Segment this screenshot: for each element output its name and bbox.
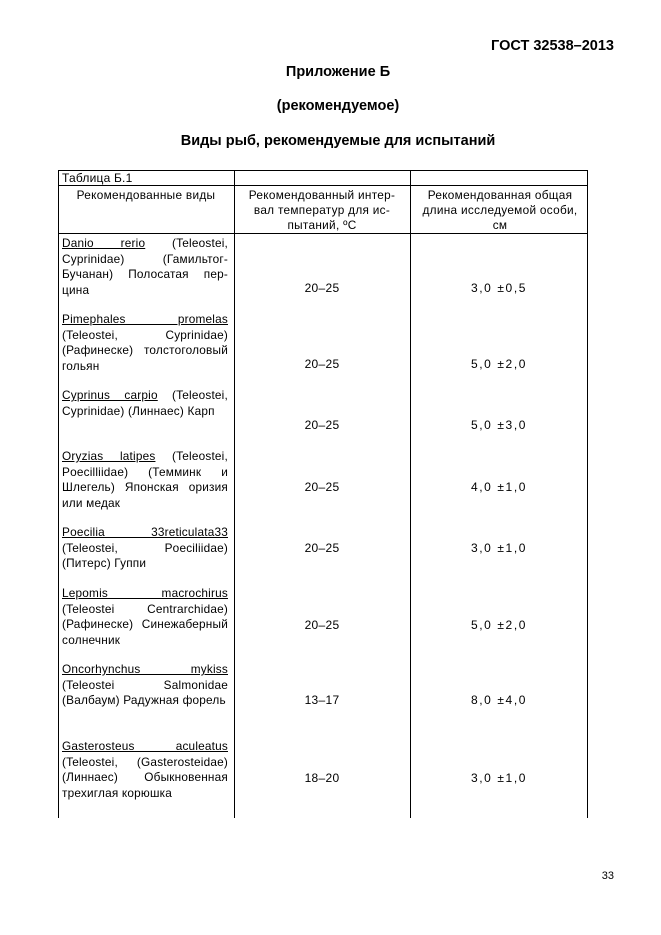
table-row-length: 5,0 ±2,0 — [470, 618, 528, 632]
table-row-temperature: 20–25 — [304, 418, 340, 432]
column-divider-1 — [234, 170, 235, 818]
table-row-temperature: 13–17 — [304, 693, 340, 707]
species-description: (Teleostei, Poecilliidae) (Темминк и Шлегель) Японская оризия или медак — [62, 449, 228, 510]
table-row-length: 8,0 ±4,0 — [470, 693, 528, 707]
species-latin-name: Danio rerio — [62, 236, 146, 250]
table-row-species — [62, 449, 228, 511]
species-description: (Teleostei, Cyprinidae) (Линнаес) Карп — [62, 388, 228, 418]
table-row-length: 3,0 ±1,0 — [470, 771, 528, 785]
species-latin-name: Pimephales promelas — [62, 312, 228, 326]
table-left-border — [58, 170, 59, 818]
species-latin-name: Oryzias latipes — [62, 449, 156, 463]
table-row-species — [62, 662, 228, 709]
fish-species-table — [58, 170, 588, 818]
species-description: (Teleostei Centrarchidae) (Рафинеске) Синежаберный солнечник — [62, 601, 228, 647]
standard-code: ГОСТ 32538–2013 — [491, 38, 614, 54]
table-row-temperature: 20–25 — [304, 618, 340, 632]
table-row-temperature: 20–25 — [304, 281, 340, 295]
table-right-border — [587, 170, 588, 818]
table-caption: Таблица Б.1 — [62, 171, 133, 185]
table-row-length: 5,0 ±3,0 — [470, 418, 528, 432]
column-header-temperature: Рекомендованный интер-вал температур для ис-пытаний, ºС — [248, 188, 396, 232]
column-header-length: Рекомендованная общая длина исследуемой особи, см — [422, 188, 578, 232]
table-row-temperature: 20–25 — [304, 541, 340, 555]
species-latin-name: Poecilia 33reticulata33 — [62, 525, 228, 539]
section-title: Виды рыб, рекомендуемые для испытаний — [180, 133, 496, 149]
table-row-species — [62, 312, 228, 374]
caption-divider — [58, 185, 588, 186]
species-description: (Teleostei, (Gasterosteidae) (Линнаес) Обыкновенная трехиглая корюшка — [62, 754, 228, 800]
species-latin-name: Lepomis macrochirus — [62, 586, 228, 600]
table-top-border — [58, 170, 588, 171]
table-row-length: 3,0 ±0,5 — [470, 281, 528, 295]
column-header-species: Рекомендованные виды — [76, 188, 216, 202]
species-description: (Teleostei, Poeciliidae) (Питерс) Гуппи — [62, 540, 228, 571]
table-row-temperature: 18–20 — [304, 771, 340, 785]
table-row-temperature: 20–25 — [304, 357, 340, 371]
species-description: (Teleostei Salmonidae (Валбаум) Радужная форель — [62, 677, 228, 708]
header-divider — [58, 233, 588, 234]
annex-title: Приложение Б — [285, 64, 391, 80]
table-row-species — [62, 236, 228, 298]
page-number: 33 — [601, 870, 614, 882]
annex-status: (рекомендуемое) — [276, 98, 400, 114]
table-row-species — [62, 388, 228, 419]
table-row-length: 5,0 ±2,0 — [470, 357, 528, 371]
species-latin-name: Gasterosteus aculeatus — [62, 739, 228, 753]
species-latin-name: Oncorhynchus mykiss — [62, 662, 228, 676]
table-row-length: 4,0 ±1,0 — [470, 480, 528, 494]
table-row-length: 3,0 ±1,0 — [470, 541, 528, 555]
table-row-species — [62, 739, 228, 801]
species-description: (Teleostei, Cyprinidae) (Гамильтог-Бучанан) Полосатая пер-цина — [62, 236, 228, 297]
column-divider-2 — [410, 170, 411, 818]
table-row-species — [62, 586, 228, 648]
table-row-species — [62, 525, 228, 572]
table-row-temperature: 20–25 — [304, 480, 340, 494]
species-latin-name: Cyprinus carpio — [62, 388, 158, 402]
species-description: (Teleostei, Cyprinidae) (Рафинеске) толстоголовый гольян — [62, 327, 228, 373]
